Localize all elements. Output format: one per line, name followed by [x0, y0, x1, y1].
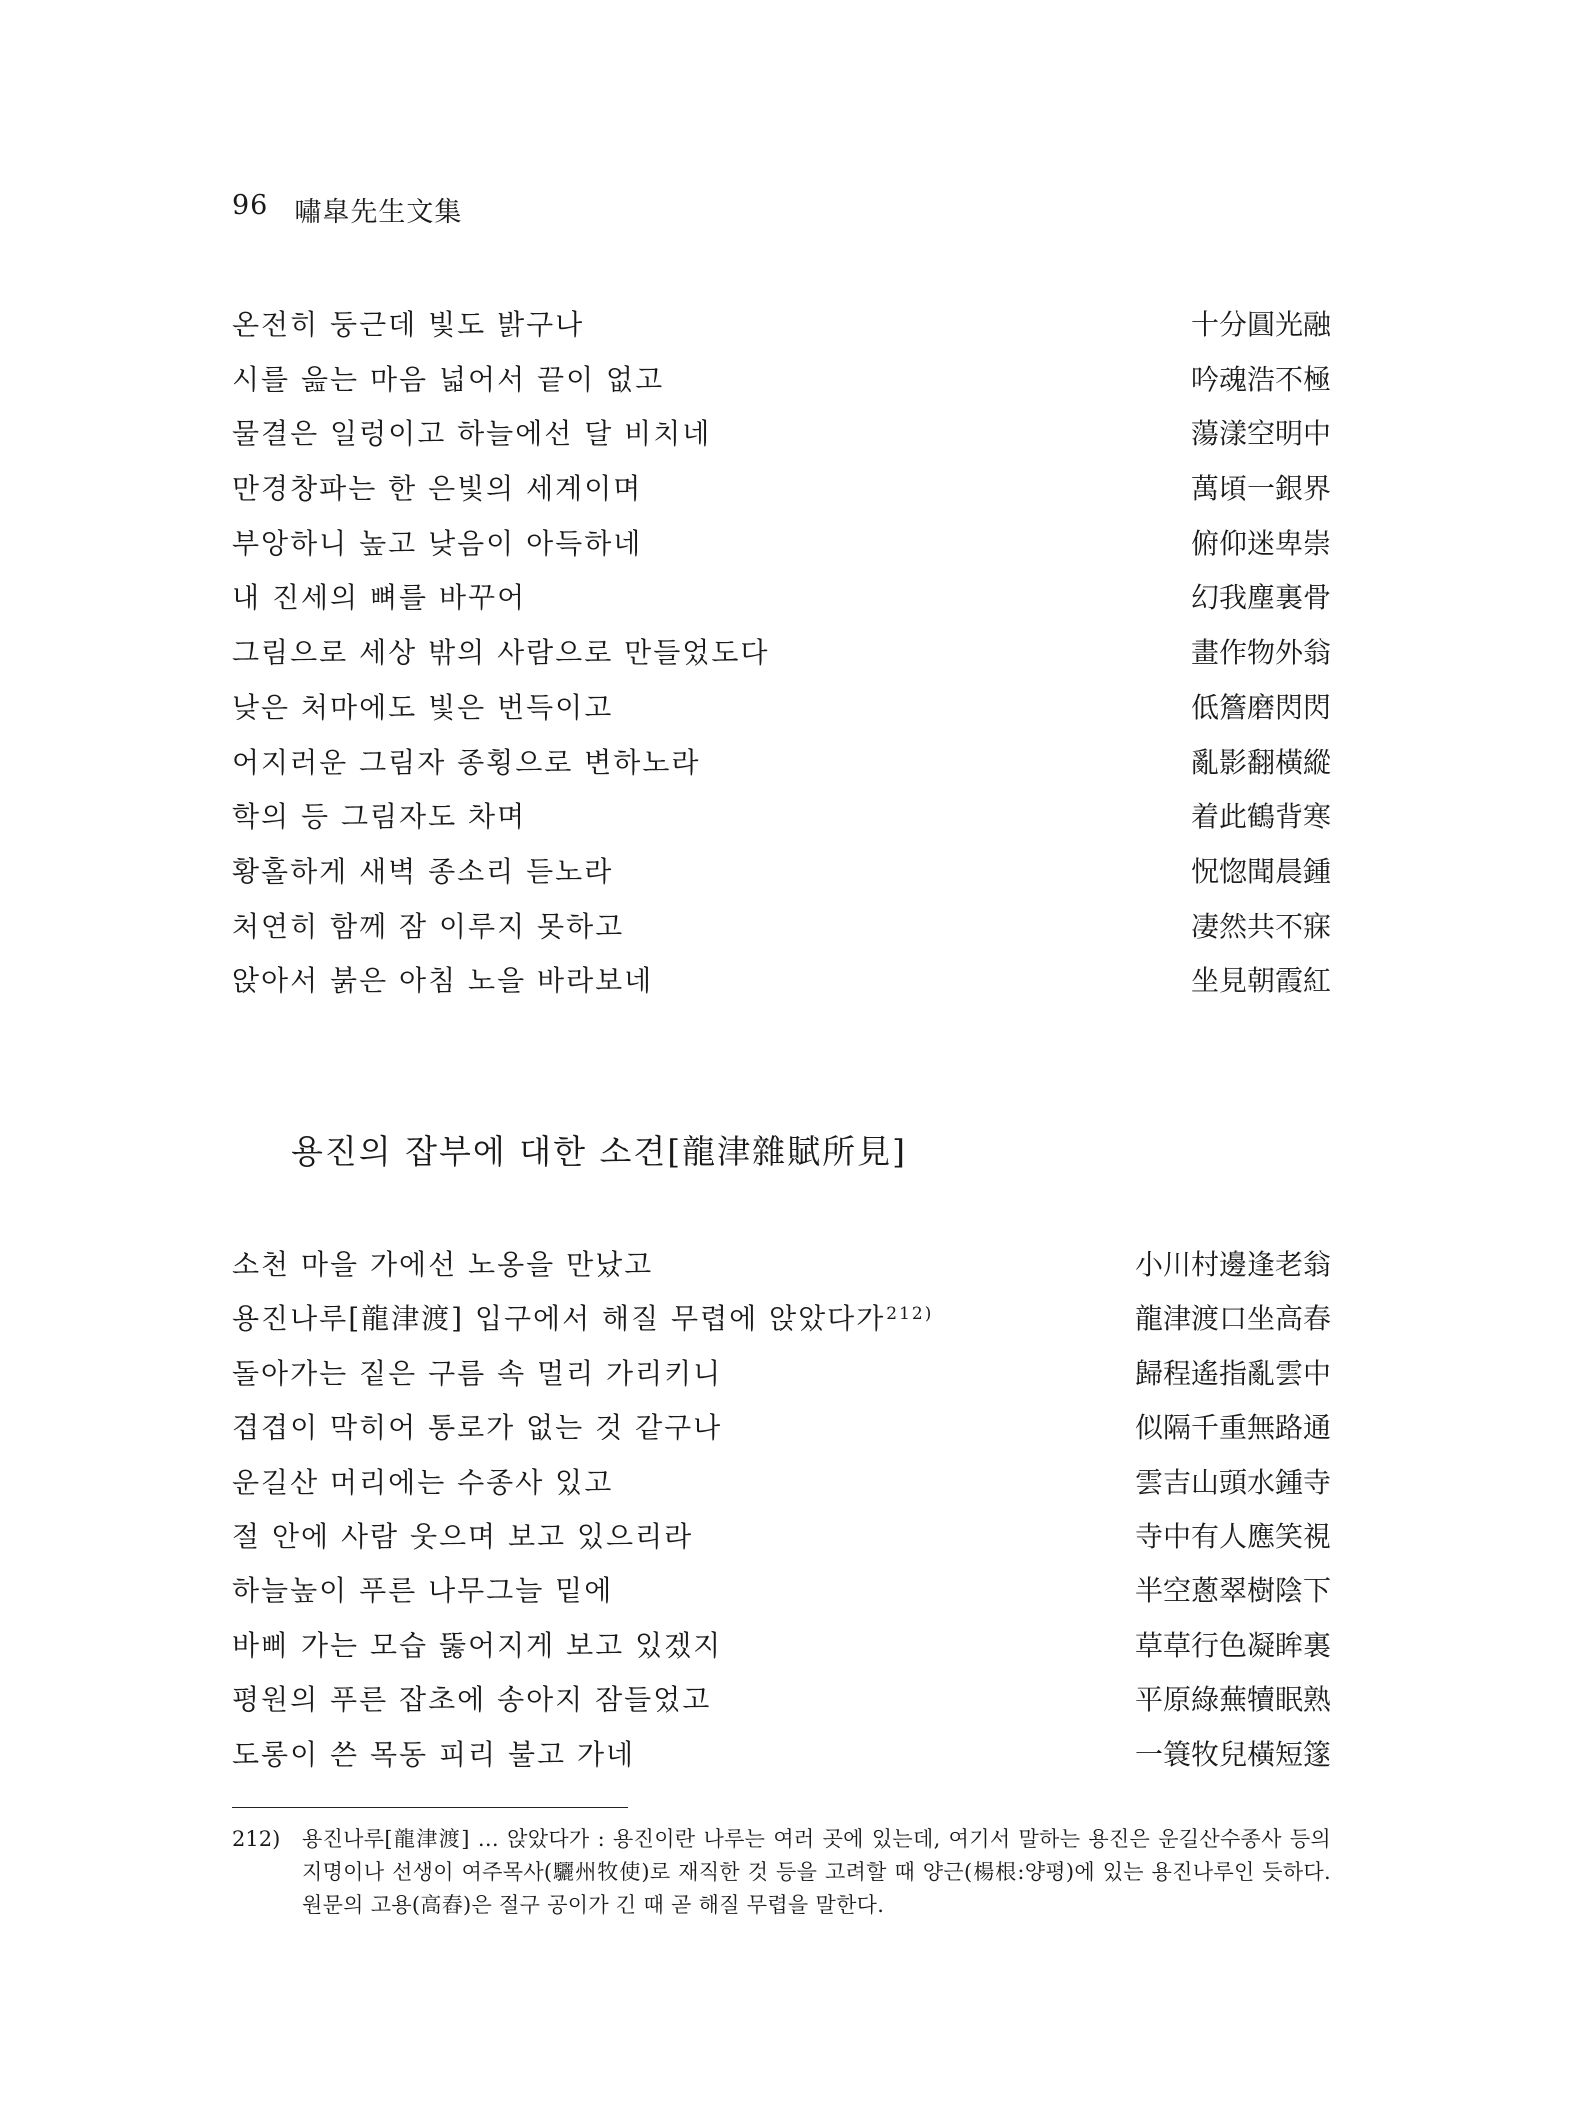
poem-line — [232, 631, 1331, 686]
section-title: 용진의 잡부에 대한 소견[龍津雜賦所見] — [291, 1132, 907, 1171]
korean-line: 황홀하게 새벽 종소리 듣노라 — [232, 854, 614, 888]
poem-line — [232, 1352, 1331, 1406]
korean-line: 온전히 둥근데 빛도 밝구나 — [232, 308, 585, 341]
poem-1 — [232, 303, 1331, 1014]
poem-line — [232, 1461, 1331, 1515]
classical-line: 一簑牧兒橫短篴 — [1134, 1737, 1331, 1771]
classical-line: 低簷磨閃閃 — [1190, 690, 1331, 724]
classical-line: 似隔千重無路通 — [1134, 1411, 1331, 1445]
poem-line — [232, 959, 1331, 1014]
poem-line — [232, 1515, 1331, 1569]
classical-line: 龍津渡口坐高春 — [1134, 1302, 1331, 1336]
korean-line: 어지러운 그림자 종횡으로 변하노라 — [232, 745, 701, 779]
classical-line: 十分圓光融 — [1190, 308, 1331, 341]
korean-line: 소천 마을 가에선 노옹을 만났고 — [232, 1248, 654, 1281]
poem-line — [232, 412, 1331, 467]
classical-line: 凄然共不寐 — [1190, 909, 1331, 943]
poem-line — [232, 686, 1331, 741]
poem-line — [232, 741, 1331, 796]
classical-line: 雲吉山頭水鍾寺 — [1134, 1465, 1331, 1499]
footnote-text: 용진나루[龍津渡] … 앉았다가 : 용진이란 나루는 여러 곳에 있는데, 여기서 말하는 용진은 운길산수종사 등의 지명이나 선생이 여주목사(驪州牧使)로 재직한 것 등을 고려할 때 양근(楊根:양평)에 있는 용진나루인 듯하다. 원문의 고용(高舂)은 절구 공이가 긴 때 곧 해질 무렵을 말한다. — [302, 1827, 1331, 1917]
footnote — [232, 1823, 1331, 1922]
poem-line — [232, 358, 1331, 413]
footnote-marker: 212) — [886, 1304, 934, 1325]
korean-line: 하늘높이 푸른 나무그늘 밑에 — [232, 1574, 614, 1608]
classical-line: 寺中有人應笑視 — [1134, 1519, 1331, 1553]
poem-line — [232, 1733, 1331, 1787]
poem-line — [232, 850, 1331, 905]
korean-line: 부앙하니 높고 낮음이 아득하네 — [232, 526, 643, 560]
poem-line — [232, 795, 1331, 850]
classical-line: 小川村邊逢老翁 — [1134, 1248, 1331, 1281]
poem-line — [232, 303, 1331, 358]
poem-line — [232, 905, 1331, 960]
korean-line: 물결은 일렁이고 하늘에선 달 비치네 — [232, 417, 712, 451]
poem-line — [232, 1297, 1331, 1351]
footnote-number: 212) — [232, 1827, 281, 1851]
korean-line: 낮은 처마에도 빛은 번득이고 — [232, 690, 614, 724]
korean-line: 용진나루[龍津渡] 입구에서 해질 무렵에 앉았다가 — [232, 1302, 886, 1336]
korean-line: 바삐 가는 모습 뚫어지게 보고 있겠지 — [232, 1628, 723, 1662]
page-number: 96 — [232, 190, 269, 221]
poem-line — [232, 1678, 1331, 1732]
korean-line: 절 안에 사람 웃으며 보고 있으리라 — [232, 1519, 694, 1553]
korean-line: 앉아서 붉은 아침 노을 바라보네 — [232, 964, 654, 998]
poem-line — [232, 1243, 1331, 1297]
korean-line: 겹겹이 막히어 통로가 없는 것 같구나 — [232, 1411, 723, 1445]
footnote-row — [232, 1823, 1331, 1922]
korean-line: 처연히 함께 잠 이루지 못하고 — [232, 909, 625, 943]
classical-line: 怳惚聞晨鍾 — [1190, 854, 1331, 888]
classical-line: 平原綠蕪犢眠熟 — [1134, 1683, 1331, 1717]
poem-line — [232, 576, 1331, 631]
book-title: 嘯皐先生文集 — [294, 197, 463, 228]
classical-line: 吟魂浩不極 — [1190, 362, 1331, 396]
classical-line: 半空蔥翠樹陰下 — [1134, 1574, 1331, 1608]
classical-line: 歸程遙指亂雲中 — [1134, 1356, 1331, 1390]
korean-line: 그림으로 세상 밖의 사람으로 만들었도다 — [232, 636, 770, 670]
korean-line: 학의 등 그림자도 차며 — [232, 800, 527, 834]
classical-line: 畫作物外翁 — [1190, 636, 1331, 670]
footnote-divider — [232, 1807, 628, 1808]
poem-line — [232, 1624, 1331, 1678]
classical-line: 草草行色凝眸裏 — [1134, 1628, 1331, 1662]
poem-line — [232, 1406, 1331, 1460]
korean-line-with-footnote — [232, 1297, 933, 1337]
korean-line: 운길산 머리에는 수종사 있고 — [232, 1465, 614, 1499]
poem-line — [232, 467, 1331, 522]
poem-line — [232, 1569, 1331, 1623]
classical-line: 萬頃一銀界 — [1190, 472, 1331, 506]
korean-line: 내 진세의 뼈를 바꾸어 — [232, 581, 527, 615]
korean-line: 돌아가는 짙은 구름 속 멀리 가리키니 — [232, 1356, 723, 1390]
page-header — [232, 190, 462, 229]
classical-line: 蕩漾空明中 — [1190, 417, 1331, 451]
poem-line — [232, 522, 1331, 577]
korean-line: 평원의 푸른 잡초에 송아지 잠들었고 — [232, 1683, 712, 1717]
classical-line: 俯仰迷卑崇 — [1190, 526, 1331, 560]
classical-line: 幻我塵裏骨 — [1190, 581, 1331, 615]
korean-line: 시를 읊는 마음 넓어서 끝이 없고 — [232, 362, 665, 396]
classical-line: 着此鶴背寒 — [1190, 800, 1331, 834]
classical-line: 亂影翻橫縱 — [1190, 745, 1331, 779]
korean-line: 도롱이 쓴 목동 피리 불고 가네 — [232, 1737, 636, 1771]
poem-2 — [232, 1243, 1331, 1787]
korean-line: 만경창파는 한 은빛의 세계이며 — [232, 472, 643, 506]
classical-line: 坐見朝霞紅 — [1190, 964, 1331, 998]
